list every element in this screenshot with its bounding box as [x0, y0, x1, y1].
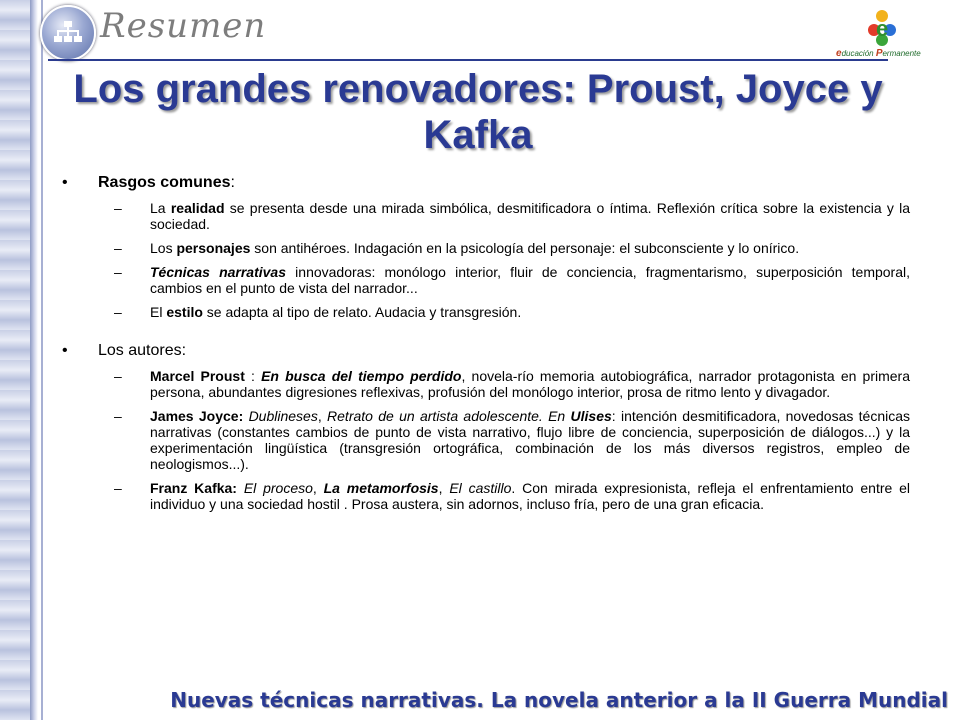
list-item: – El estilo se adapta al tipo de relato. Audacia y transgresión. [114, 304, 522, 320]
svg-text:e: e [876, 16, 889, 41]
bullet-rasgos-comunes: • Rasgos comunes: [62, 174, 235, 191]
author-kafka: – Franz Kafka: El proceso, La metamorfosis, El castillo. Con mirada expresionista, refleja el enfrentamiento entre el individuo y una sociedad hostil . Prosa austera, sin adornos, incluso fría, pero de una gran eficacia. [114, 480, 911, 512]
bullet-dot: • [62, 342, 68, 359]
brand-title: Resumen [100, 6, 267, 46]
edu-logo-mark [834, 4, 952, 50]
author-joyce: – James Joyce: Dublineses, Retrato de un artista adolescente. En Ulises: intención desmitificadora, novedosas técnicas narrativas (constantes cambios de punto de vista narrativo, flujo libre de conciencia, superposición de diálogos...) y la experimentación lingüística (transgresión ortográfica, combinación de los más diversos registros, empleo de neologismos...). [114, 408, 911, 472]
author-proust: – Marcel Proust : En busca del tiempo perdido, novela-río memoria autobiográfica, narrador protagonista en primera persona, abundantes digresiones reflexivas, profusión del monólogo interior, prosa de ritmo lento y divagador. [114, 368, 911, 400]
hierarchy-icon [54, 20, 82, 44]
footer-title: Nuevas técnicas narrativas. La novela anterior a la II Guerra Mundial [170, 688, 948, 712]
header-rule [48, 59, 888, 61]
edu-logo-text: educación Permanente [836, 48, 921, 59]
slide-content [60, 174, 910, 512]
list-item: – Técnicas narrativas innovadoras: monólogo interior, fluir de conciencia, fragmentarismo, superposición temporal, cambios en el punto de vista del narrador... [114, 264, 910, 296]
list-item: – Los personajes son antihéroes. Indagación en la psicología del personaje: el subconsciente y lo onírico. [114, 240, 800, 256]
left-band-line [41, 0, 43, 720]
page-title: Los grandes renovadores: Proust, Joyce y Kafka [73, 67, 883, 157]
sitemap-icon[interactable] [40, 5, 96, 61]
left-band-edge [30, 0, 38, 720]
list-item: – La realidad se presenta desde una mirada simbólica, desmitificadora o íntima. Reflexión crítica sobre la existencia y la sociedad. [114, 200, 910, 232]
bullet-dot: • [62, 174, 68, 191]
left-decorative-band [0, 0, 30, 720]
bullet-los-autores: • Los autores: [62, 342, 187, 359]
